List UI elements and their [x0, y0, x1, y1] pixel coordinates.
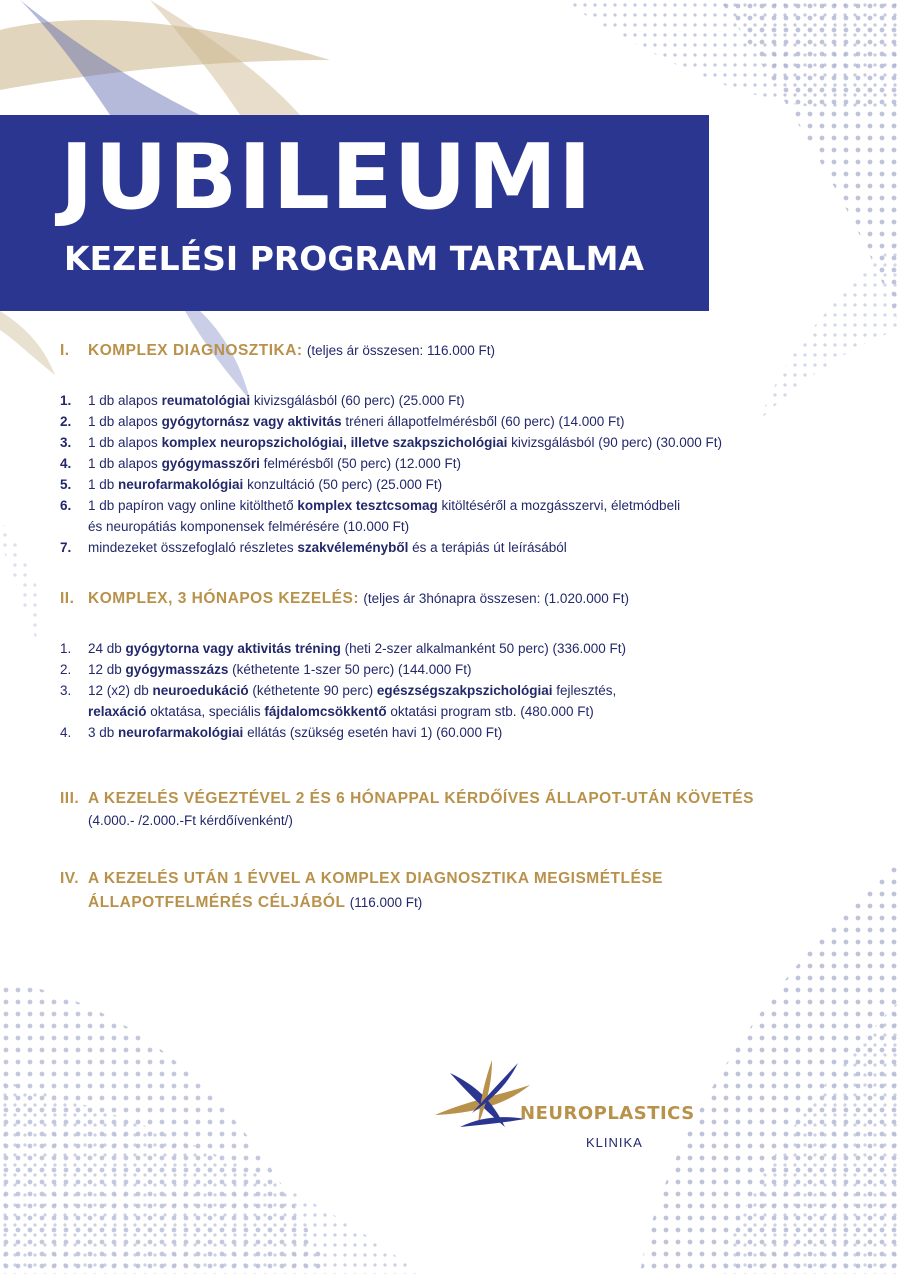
section-follow-up	[60, 788, 850, 832]
section-number: IV.	[60, 870, 80, 887]
list-item: 6. 1 db papíron vagy online kitölthető komplex tesztcsomag kitöltéséről a mozgásszervi, életmódbeli és neuropátiás komponensek felmérésére (10.000 Ft)	[60, 498, 681, 534]
page-subtitle: KEZELÉSI PROGRAM TARTALMA	[64, 239, 645, 278]
section-title: A KEZELÉS VÉGEZTÉVEL 2 ÉS 6 HÓNAPPAL KÉRDŐÍVES ÁLLAPOT-UTÁN KÖVETÉS	[88, 790, 754, 807]
section-title-cont: ÁLLAPOTFELMÉRÉS CÉLJÁBÓL	[88, 894, 346, 911]
section-treatment	[60, 588, 850, 743]
logo-name: NEUROPLASTICS	[520, 1103, 695, 1124]
section-number: I.	[60, 342, 70, 359]
section-repeat-diagnostics	[60, 867, 850, 915]
section-number: II.	[60, 590, 75, 607]
list-item: 2. 1 db alapos gyógytornász vagy aktivitás tréneri állapotfelmérésből (60 perc) (14.000 Ft)	[60, 414, 625, 429]
section-heading	[60, 340, 850, 362]
section-heading	[60, 867, 850, 891]
list-item: 5. 1 db neurofarmakológiai konzultáció (50 perc) (25.000 Ft)	[60, 477, 443, 492]
list-item: 7. mindezeket összefoglaló részletes szakvéleményből és a terápiás út leírásából	[60, 540, 567, 555]
section-heading	[60, 788, 850, 810]
section-title: KOMPLEX, 3 HÓNAPOS KEZELÉS:	[88, 590, 360, 607]
list-item: 2. 12 db gyógymasszázs (kéthetente 1-szer 50 perc) (144.000 Ft)	[60, 662, 472, 677]
treatment-list	[60, 638, 850, 743]
section-title: KOMPLEX DIAGNOSZTIKA:	[88, 342, 303, 359]
section-diagnostics	[60, 340, 850, 558]
list-item: 4. 3 db neurofarmakológiai ellátás (szükség esetén havi 1) (60.000 Ft)	[60, 725, 503, 740]
list-item: 1. 1 db alapos reumatológiai kivizsgálásból (60 perc) (25.000 Ft)	[60, 393, 465, 408]
section-price-note: (teljes ár 3hónapra összesen: (1.020.000 Ft)	[363, 591, 629, 606]
list-item: 1. 24 db gyógytorna vagy aktivitás tréning (heti 2-szer alkalmanként 50 perc) (336.000 Ft)	[60, 641, 626, 656]
page-title: JUBILEUMI	[60, 125, 593, 230]
star-arm-5	[0, 311, 55, 375]
diagnostics-list	[60, 390, 850, 558]
section-heading-cont	[60, 891, 850, 915]
section-number: III.	[60, 790, 80, 807]
dots-left-mid	[0, 520, 43, 650]
section-price-note: (116.000 Ft)	[349, 895, 423, 910]
section-title: A KEZELÉS UTÁN 1 ÉVVEL A KOMPLEX DIAGNOSZTIKA MEGISMÉTLÉSE	[88, 870, 663, 887]
list-item: 3. 1 db alapos komplex neuropszichológiai, illetve szakpszichológiai kivizsgálásból (90 perc) (30.000 Ft)	[60, 435, 722, 450]
program-content	[60, 340, 850, 915]
section-heading	[60, 588, 850, 610]
section-price-note: (4.000.- /2.000.-Ft kérdőívenként/)	[88, 813, 293, 828]
list-item: 3. 12 (x2) db neuroedukáció (kéthetente 90 perc) egészségszakpszichológiai fejlesztés, relaxáció oktatása, speciális fájdalomcsökkentő oktatási program stb. (480.000 Ft)	[60, 683, 617, 719]
list-item: 4. 1 db alapos gyógymasszőri felmérésből (50 perc) (12.000 Ft)	[60, 456, 461, 471]
section-price-note: (teljes ár összesen: 116.000 Ft)	[306, 343, 495, 358]
logo-subtitle: KLINIKA	[586, 1135, 643, 1150]
